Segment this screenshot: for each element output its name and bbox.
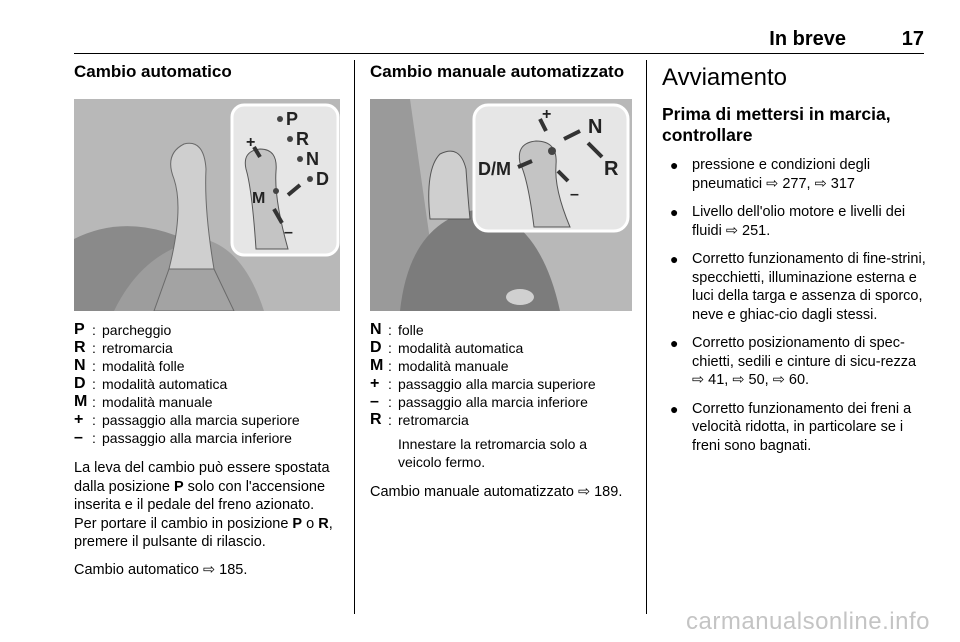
legend-value: passaggio alla marcia inferiore xyxy=(398,394,588,410)
bullet-icon: ● xyxy=(670,335,679,351)
legend-row: N : modalità folle xyxy=(74,357,340,375)
section-heading: Cambio automatico xyxy=(74,62,232,81)
section-title: Avviamento xyxy=(662,64,787,91)
figure-automatic-shifter xyxy=(74,99,340,311)
legend-key: M xyxy=(370,357,384,374)
fig-label-dm: D/M xyxy=(478,159,511,179)
legend-value: folle xyxy=(398,322,424,338)
cross-reference[interactable]: Cambio manuale automatizzato ⇨ 189. xyxy=(370,484,623,500)
legend-automated-manual xyxy=(370,321,634,471)
text-run: La leva del cambio può essere spostata dalla posizione xyxy=(74,460,330,495)
legend-row: M : modalità manuale xyxy=(370,357,634,375)
fig-label-n: N xyxy=(588,116,603,138)
column-automated-manual xyxy=(370,62,634,502)
checklist xyxy=(662,156,928,455)
legend-value: modalità automatica xyxy=(398,340,524,356)
legend-value: modalità folle xyxy=(102,358,185,374)
column-automatic xyxy=(74,62,340,579)
column-starting xyxy=(662,64,928,455)
paragraph-release xyxy=(74,459,340,552)
legend-value: passaggio alla marcia superiore xyxy=(102,412,300,428)
legend-row: – : passaggio alla marcia inferiore xyxy=(74,429,340,447)
legend-row: + : passaggio alla marcia superiore xyxy=(74,411,340,429)
text-run: , premere il pulsante di rilascio. xyxy=(74,515,333,550)
legend-row: R : retromarcia xyxy=(370,411,634,429)
list-item xyxy=(662,400,928,456)
legend-key: + xyxy=(74,411,84,428)
fig-label-minus: – xyxy=(570,186,579,203)
legend-row: N : folle xyxy=(370,321,634,339)
text-run-bold: P xyxy=(173,478,184,495)
header-rule xyxy=(74,53,924,54)
legend-value: modalità manuale xyxy=(102,394,213,410)
legend-key: N xyxy=(74,357,86,374)
legend-row: D : modalità automatica xyxy=(370,339,634,357)
legend-key: P xyxy=(74,321,85,338)
header-title: In breve xyxy=(769,28,846,50)
fig-label-r: R xyxy=(296,129,309,149)
page-number: 17 xyxy=(901,28,924,50)
list-item xyxy=(662,203,928,240)
cross-reference[interactable]: Cambio automatico ⇨ 185. xyxy=(74,561,248,578)
legend-key: + xyxy=(370,375,380,392)
bullet-icon: ● xyxy=(670,251,679,267)
legend-note: Innestare la retromarcia solo a veicolo fermo. xyxy=(398,436,588,470)
text-run-bold: P xyxy=(292,515,303,532)
list-item-text: Corretto funzionamento dei freni a velocità ridotta, in particolare se i freni sono bagnati. xyxy=(692,400,912,454)
fig-label-n: N xyxy=(306,149,319,169)
legend-value: retromarcia xyxy=(398,412,469,428)
legend-key: D xyxy=(370,339,382,356)
legend-row: – : passaggio alla marcia inferiore xyxy=(370,393,634,411)
fig-label-r: R xyxy=(604,158,619,180)
fig-label-plus: + xyxy=(246,134,256,151)
legend-value: parcheggio xyxy=(102,322,172,338)
fig-label-d: D xyxy=(316,169,329,189)
legend-key: N xyxy=(370,321,382,338)
legend-value: modalità manuale xyxy=(398,358,509,374)
list-item-text: Livello dell'olio motore e livelli dei fluidi ⇨ 251. xyxy=(692,204,906,239)
legend-note-row xyxy=(370,435,634,471)
list-item xyxy=(662,334,928,390)
shifter-illustration xyxy=(74,99,340,311)
list-item-text: Corretto posizionamento di spec-chietti, sedili e cinture di sicu-rezza ⇨ 41, ⇨ 50, ⇨ 60. xyxy=(692,335,917,388)
bullet-icon: ● xyxy=(670,157,679,173)
legend-row: R : retromarcia xyxy=(74,339,340,357)
column-divider-2 xyxy=(646,60,647,614)
column-divider-1 xyxy=(354,60,355,614)
fig-label-p: P xyxy=(286,109,299,129)
text-run-bold: R xyxy=(318,515,329,532)
legend-key: R xyxy=(74,339,86,356)
legend-row: P : parcheggio xyxy=(74,321,340,339)
legend-value: modalità automatica xyxy=(102,376,228,392)
legend-value: retromarcia xyxy=(102,340,173,356)
legend-key: – xyxy=(370,393,379,410)
section-heading: Cambio manuale automatizzato xyxy=(370,62,625,81)
figure-automated-shifter xyxy=(370,99,632,311)
legend-value: passaggio alla marcia inferiore xyxy=(102,430,292,446)
legend-automatic xyxy=(74,321,340,447)
legend-row: + : passaggio alla marcia superiore xyxy=(370,375,634,393)
legend-row: M : modalità manuale xyxy=(74,393,340,411)
fig-label-plus: + xyxy=(542,106,552,123)
bullet-icon: ● xyxy=(670,204,679,220)
watermark: carmanualsonline.info xyxy=(686,608,930,635)
list-item-text: pressione e condizioni degli pneumatici ⇨ 277, ⇨ 317 xyxy=(692,157,871,192)
legend-key: M xyxy=(74,393,88,410)
legend-key: R xyxy=(370,411,382,428)
section-subheading: Prima di mettersi in marcia, controllare xyxy=(662,104,891,145)
list-item xyxy=(662,156,928,193)
text-run: o xyxy=(302,515,319,532)
legend-key: D xyxy=(74,375,86,392)
legend-key: – xyxy=(74,429,83,446)
fig-label-minus: – xyxy=(284,224,293,241)
shifter-illustration xyxy=(370,99,632,311)
list-item xyxy=(662,250,928,324)
bullet-icon: ● xyxy=(670,400,679,417)
legend-value: passaggio alla marcia superiore xyxy=(398,376,596,392)
list-item-text: Corretto funzionamento di fine-strini, specchietti, illuminazione esterna e luci della targa e assenza di sporco, neve e ghiac-cio dagli stessi. xyxy=(692,251,926,323)
fig-label-m: M xyxy=(252,190,266,207)
text-run: solo con l'accensione inserita e il pedale del freno azionato. Per portare il cambio in posizione xyxy=(74,478,326,532)
legend-row: D : modalità automatica xyxy=(74,375,340,393)
